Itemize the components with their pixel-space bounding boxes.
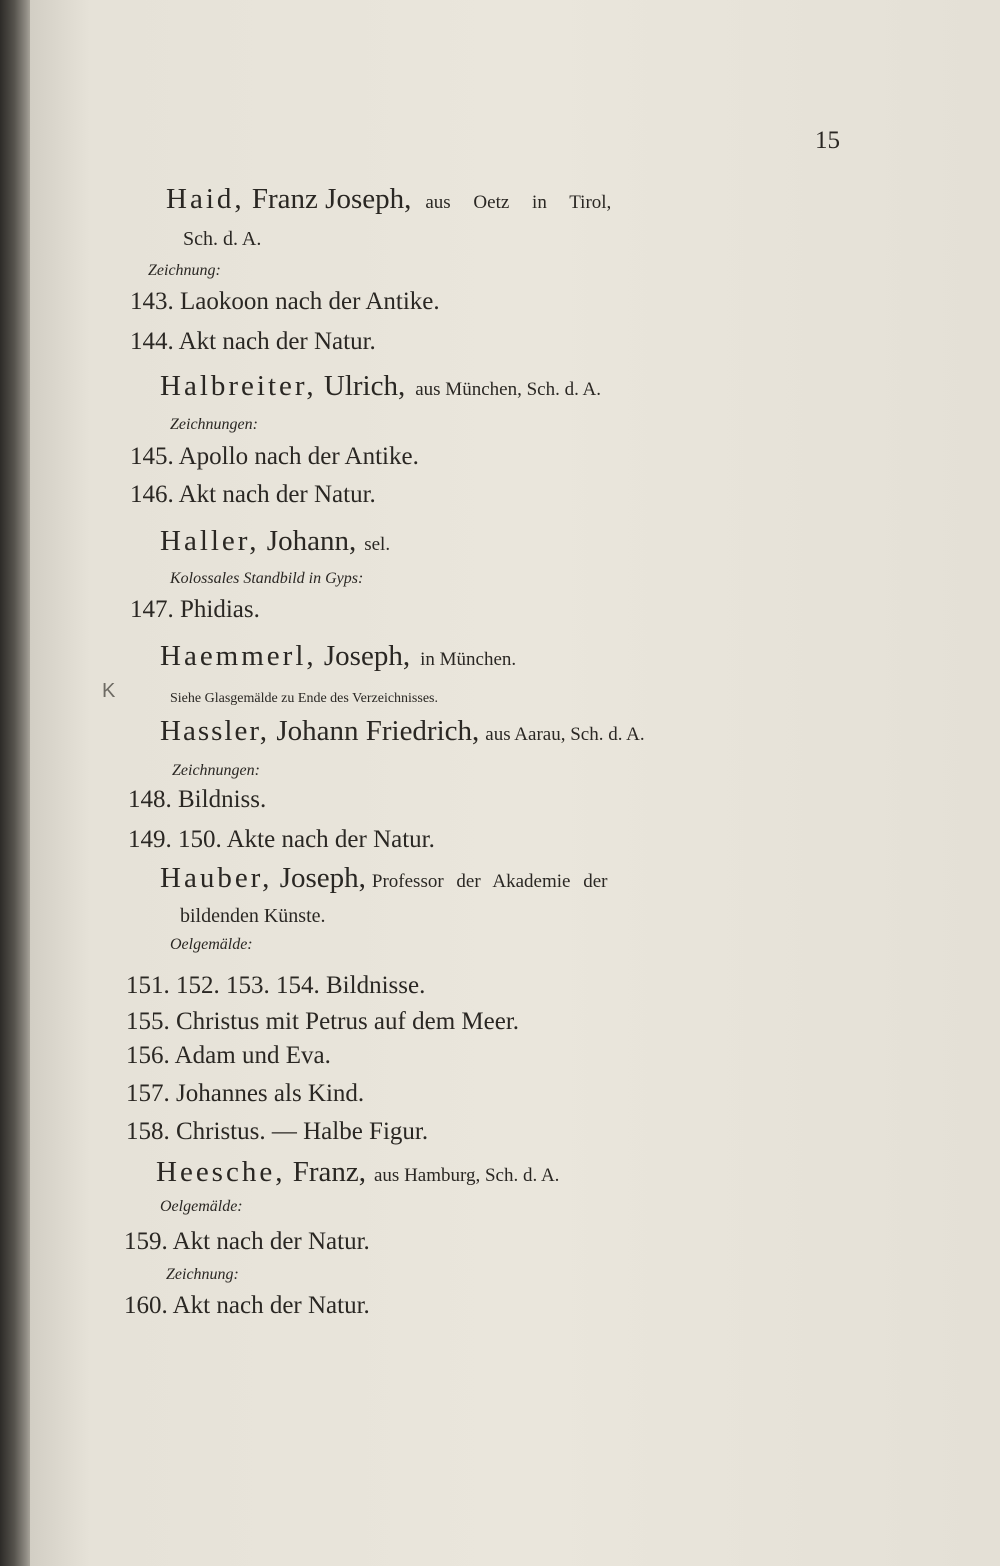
artist-surname: Haid, xyxy=(166,183,245,215)
artist-given-name: Johann Friedrich, xyxy=(269,715,480,747)
artist-given-name: Franz Joseph, xyxy=(244,183,412,215)
catalogue-item: 155. Christus mit Petrus auf dem Meer. xyxy=(126,1008,520,1035)
category-caption: Kolossales Standbild in Gyps: xyxy=(170,570,364,587)
artist-surname: Halbreiter, xyxy=(160,370,317,402)
catalogue-item: 145. Apollo nach der Antike. xyxy=(130,443,419,470)
artist-given-name: Joseph, xyxy=(316,640,411,672)
page-number: 15 xyxy=(815,127,840,154)
artist-given-name: Joseph, xyxy=(272,862,366,894)
artist-origin: Professor der Akademie der xyxy=(371,871,608,892)
artist-surname: Heesche, xyxy=(156,1156,286,1188)
catalogue-item: 143. Laokoon nach der Antike. xyxy=(130,288,440,315)
catalogue-item: 156. Adam und Eva. xyxy=(126,1042,331,1069)
catalogue-item: 147. Phidias. xyxy=(130,596,260,623)
category-caption: Zeichnungen: xyxy=(170,416,258,433)
category-caption: Zeichnungen: xyxy=(172,762,260,779)
catalogue-item: 149. 150. Akte nach der Natur. xyxy=(128,826,435,853)
catalogue-item: 146. Akt nach der Natur. xyxy=(130,481,376,508)
category-caption: Zeichnung: xyxy=(166,1266,239,1283)
artist-given-name: Johann, xyxy=(259,525,357,557)
pencil-mark: K xyxy=(102,680,116,702)
artist-entry-heading xyxy=(156,1156,559,1189)
artist-entry-heading xyxy=(166,183,611,216)
book-page xyxy=(30,0,1000,1566)
artist-entry-heading xyxy=(160,370,601,403)
catalogue-item: 144. Akt nach der Natur. xyxy=(130,328,376,355)
category-caption: Oelgemälde: xyxy=(170,936,253,953)
catalogue-item: 148. Bildniss. xyxy=(128,786,267,813)
catalogue-item: 151. 152. 153. 154. Bildnisse. xyxy=(126,972,426,999)
catalogue-item: 157. Johannes als Kind. xyxy=(126,1080,365,1107)
artist-surname: Hassler, xyxy=(160,715,270,747)
artist-entry-heading xyxy=(160,525,390,558)
artist-origin: aus Aarau, Sch. d. A. xyxy=(485,724,645,745)
text-line: bildenden Künste. xyxy=(180,905,326,927)
artist-surname: Haemmerl, xyxy=(160,640,317,672)
catalogue-item: 159. Akt nach der Natur. xyxy=(124,1228,370,1255)
artist-origin: aus Oetz in Tirol, xyxy=(425,192,612,213)
artist-origin: in München. xyxy=(420,649,517,670)
artist-entry-heading xyxy=(160,640,516,673)
artist-given-name: Franz, xyxy=(285,1156,366,1188)
text-line: Sch. d. A. xyxy=(183,228,262,250)
cross-reference-note: Siehe Glasgemälde zu Ende des Verzeichnisses. xyxy=(170,691,438,706)
catalogue-item: 158. Christus. — Halbe Figur. xyxy=(126,1118,429,1145)
artist-origin: aus Hamburg, Sch. d. A. xyxy=(374,1165,560,1186)
artist-origin: sel. xyxy=(364,534,391,555)
artist-origin: aus München, Sch. d. A. xyxy=(415,379,601,400)
artist-entry-heading xyxy=(160,862,607,895)
category-caption: Zeichnung: xyxy=(148,262,221,279)
artist-surname: Haller, xyxy=(160,525,260,557)
category-caption: Oelgemälde: xyxy=(160,1198,243,1215)
artist-surname: Hauber, xyxy=(160,862,273,894)
artist-given-name: Ulrich, xyxy=(316,370,406,402)
artist-entry-heading xyxy=(160,715,645,748)
catalogue-item: 160. Akt nach der Natur. xyxy=(124,1292,370,1319)
